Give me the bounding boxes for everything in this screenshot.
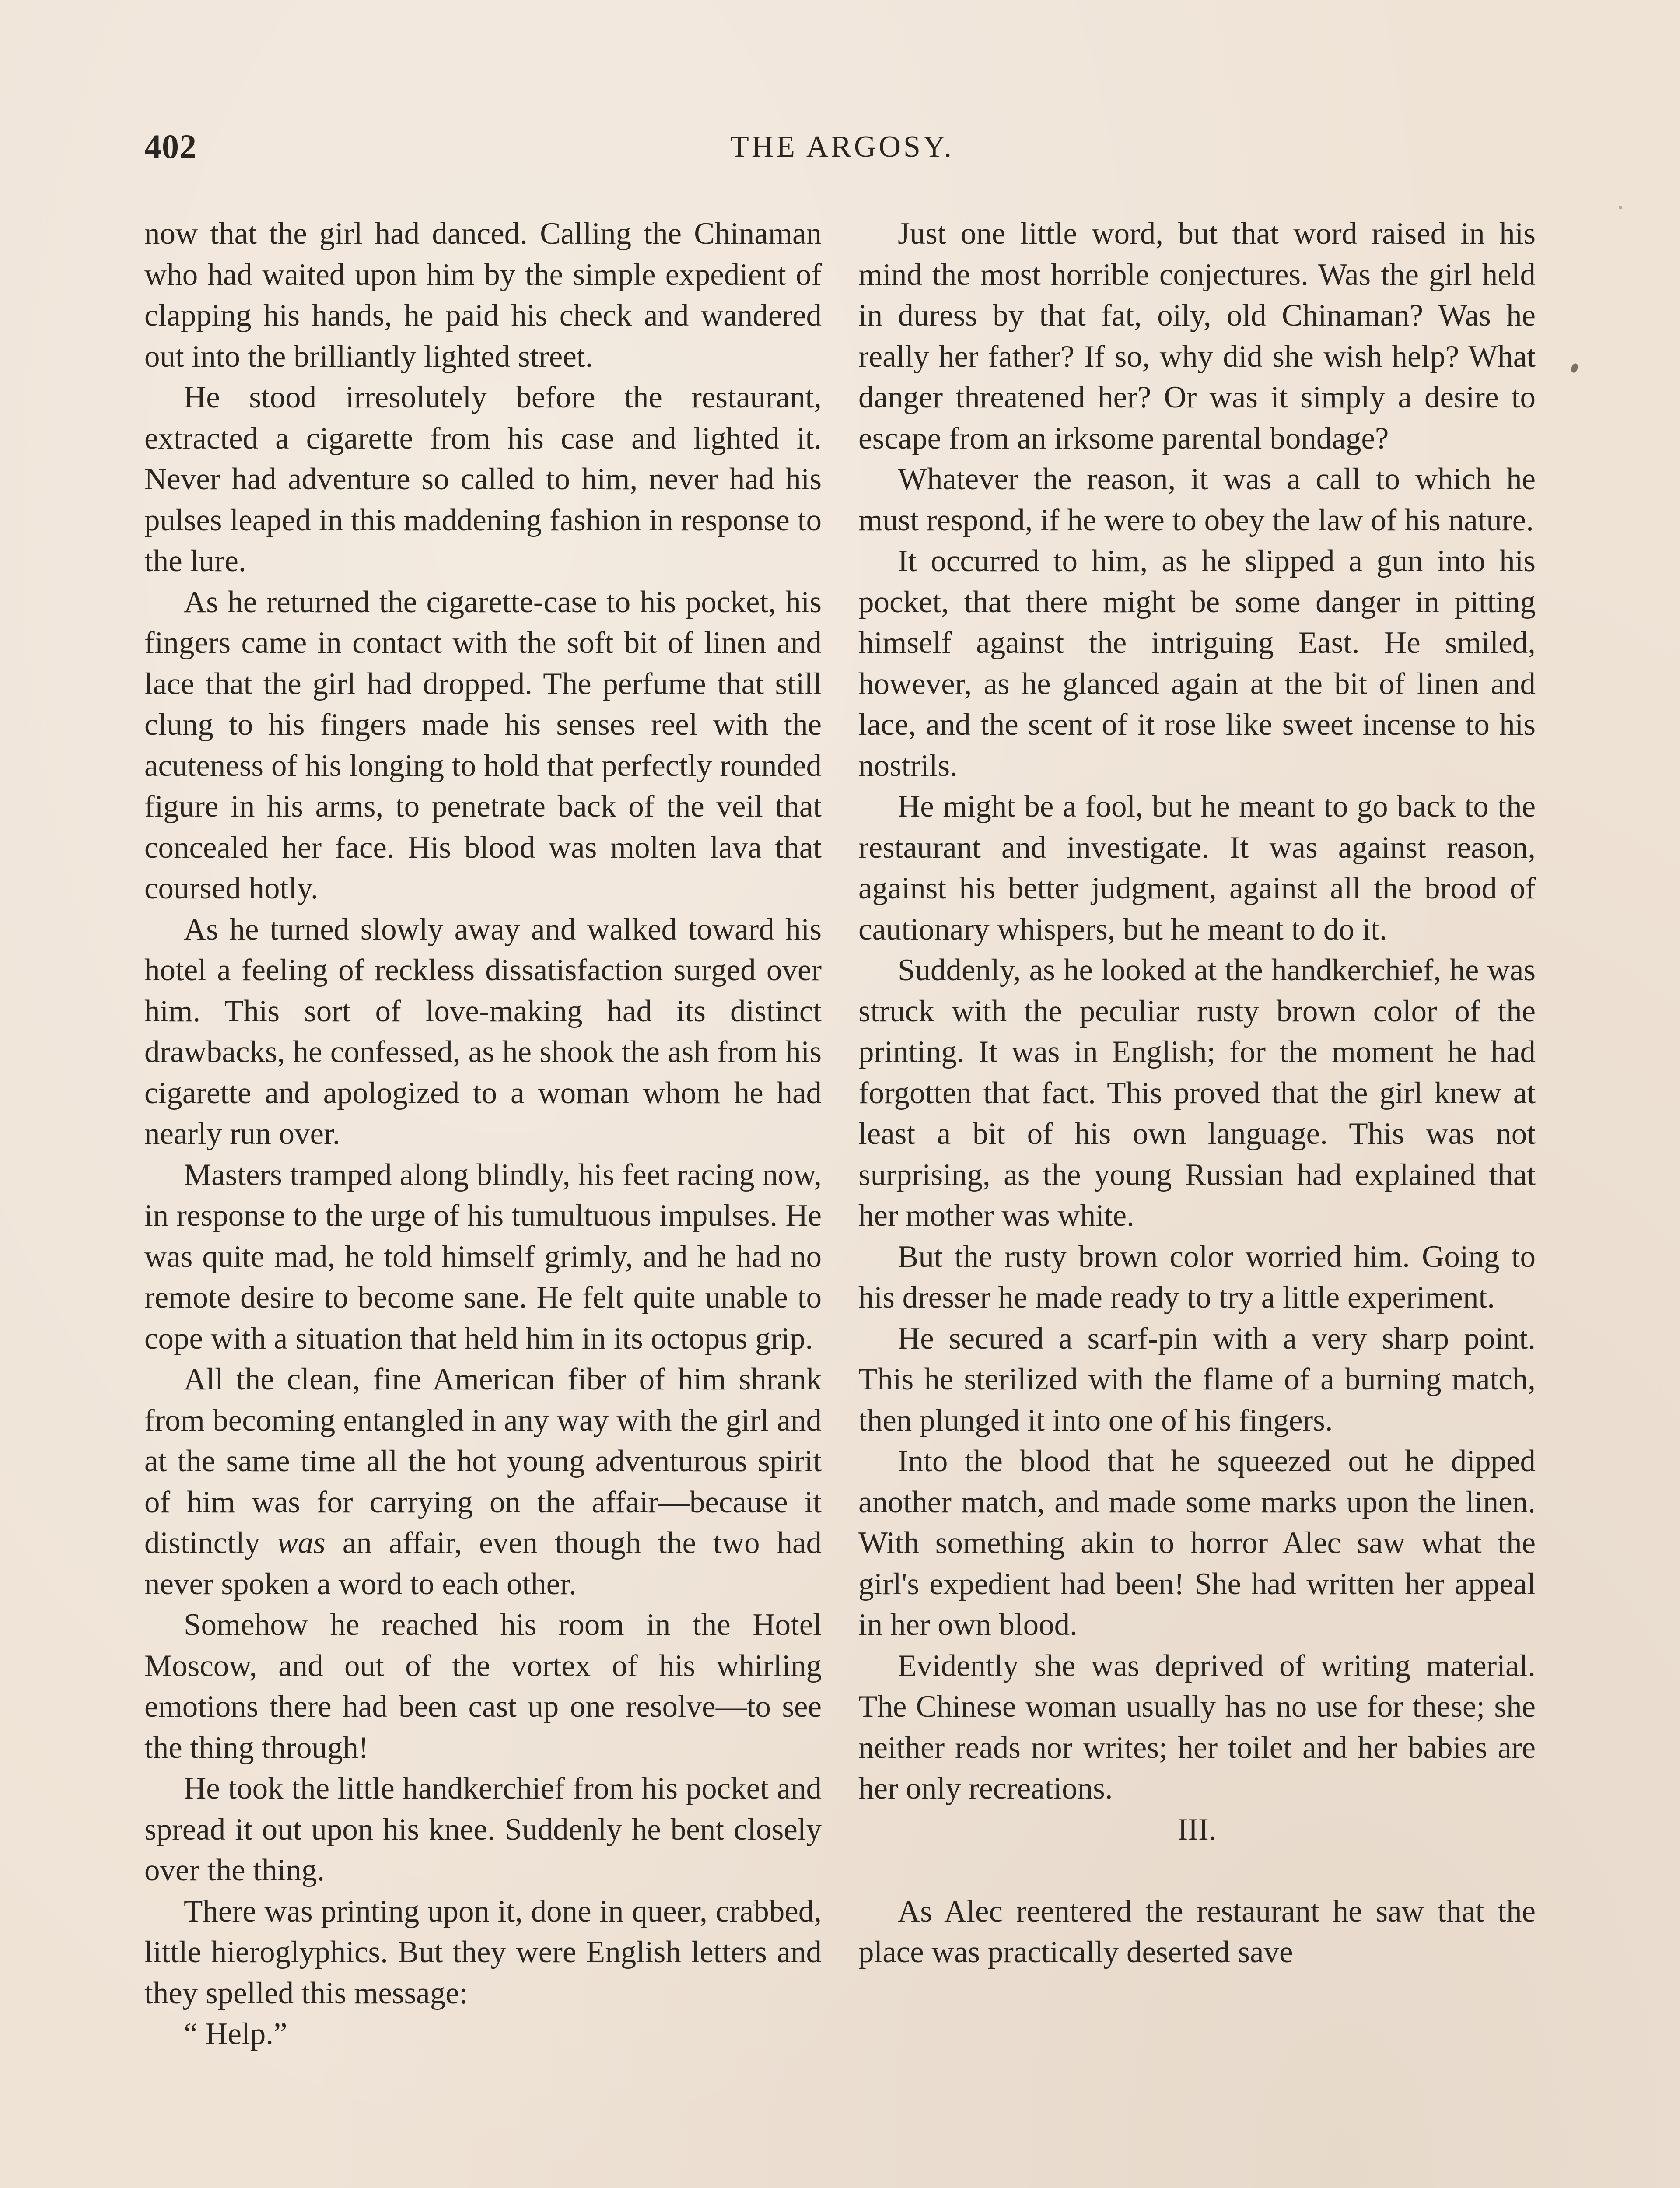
paragraph: It occurred to him, as he slipped a gun into his pocket, that there might be some danger in pitting himself against the intriguing East. He smiled, however, as he glanced again at the bit of linen and lace, and the scent of it rose like sweet incense to his nostrils. [858, 544, 1536, 783]
paragraph: Into the blood that he squeezed out he dipped another match, and made some marks upon the linen. With something akin to horror Alec saw what the girl's expedient had been! She had written her appeal in her own blood. [858, 1444, 1536, 1642]
paragraph: Just one little word, but that word raised in his mind the most horrible conjectures. Was the girl held in duress by that fat, oily, old Chinaman? Was he really her father? If so, why did she wish help? What danger threatened her? Or was it simply a desire to escape from an irksome parental bondage? [858, 217, 1536, 456]
paragraph: He secured a scarf-pin with a very sharp point. This he sterilized with the flame of a burning match, then plunged it into one of his fingers. [858, 1321, 1536, 1438]
paragraph: But the rusty brown color worried him. Going to his dresser he made ready to try a little experiment. [858, 1239, 1536, 1315]
page-number: 402 [144, 127, 197, 165]
paragraph: Whatever the reason, it was a call to which he must respond, if he were to obey the law of his nature. [858, 462, 1536, 537]
paragraph: Masters tramped along blindly, his feet racing now, in response to the urge of his tumultuous impulses. He was quite mad, he told himself grimly, and he had no remote desire to become sane. He felt quite unable to cope with a situation that held him in its octopus grip. [144, 1157, 822, 1356]
paragraph: He might be a fool, but he meant to go back to the restaurant and investigate. It was against reason, against his better judgment, against all the brood of cautionary whispers, but he meant to do it. [858, 789, 1536, 947]
quoted-message: “ Help.” [184, 2017, 287, 2051]
running-title: THE ARGOSY. [730, 130, 954, 164]
paragraph [144, 1359, 822, 1605]
paper-speck [1619, 206, 1622, 209]
paragraph: As Alec reentered the restaurant he saw that the place was practically deserted save [858, 1894, 1536, 1969]
paragraph: Evidently she was deprived of writing material. The Chinese woman usually has no use for these; she neither reads nor writes; her toilet and her babies are her only recreations. [858, 1648, 1536, 1806]
paragraph: As he turned slowly away and walked toward his hotel a feeling of reckless dissatisfaction surged over him. This sort of love-making had its distinct drawbacks, he confessed, as he shook the ash from his cigarette and apologized to a woman whom he had nearly run over. [144, 912, 822, 1151]
paper-speck [1570, 362, 1579, 373]
section-heading: III. [1177, 1812, 1217, 1847]
paper-speck [752, 1904, 755, 1906]
paragraph: Somehow he reached his room in the Hotel Moscow, and out of the vortex of his whirling emotions there had been cast up one resolve—to see the thing through! [144, 1608, 822, 1765]
emphasis-text: was [277, 1526, 326, 1560]
paragraph: He took the little handkerchief from his pocket and spread it out upon his knee. Suddenly he bent closely over the thing. [144, 1771, 822, 1887]
paragraph-text: an affair, even though the two had never spoken a word to each other. [144, 1526, 822, 1601]
paragraph: Suddenly, as he looked at the handkerchief, he was struck with the peculiar rusty brown color of the printing. It was in English; for the moment he had forgotten that fact. This proved that the girl knew at least a bit of his own language. This was not surprising, as the young Russian had explained that her mother was white. [858, 953, 1536, 1233]
page-header [144, 127, 1540, 175]
paragraph: As he returned the cigarette-case to his pocket, his fingers came in contact with the soft bit of linen and lace that the girl had dropped. The perfume that still clung to his fingers made his senses reel with the acuteness of his longing to hold that perfectly rounded figure in his arms, to penetrate back of the veil that concealed her face. His blood was molten lava that coursed hotly. [144, 585, 822, 905]
paragraph-text: All the clean, fine American fiber of him shrank from becoming entangled in any way with the girl and at the same time all the hot young adventurous spirit of him was for carrying on the affair—because it distinctly [144, 1362, 822, 1560]
paragraph: now that the girl had danced. Calling the Chinaman who had waited upon him by the simple expedient of clapping his hands, he paid his check and wandered out into the brilliantly lighted street. [144, 217, 822, 374]
paragraph: He stood irresolutely before the restaurant, extracted a cigarette from his case and lighted it. Never had adventure so called to him, never had his pulses leaped in this maddening fashion in response to the lure. [144, 380, 822, 578]
paragraph: There was printing upon it, done in queer, crabbed, little hieroglyphics. But they were English letters and they spelled this message: [144, 1894, 822, 2010]
right-column [858, 214, 1536, 1973]
left-column [144, 214, 822, 2055]
